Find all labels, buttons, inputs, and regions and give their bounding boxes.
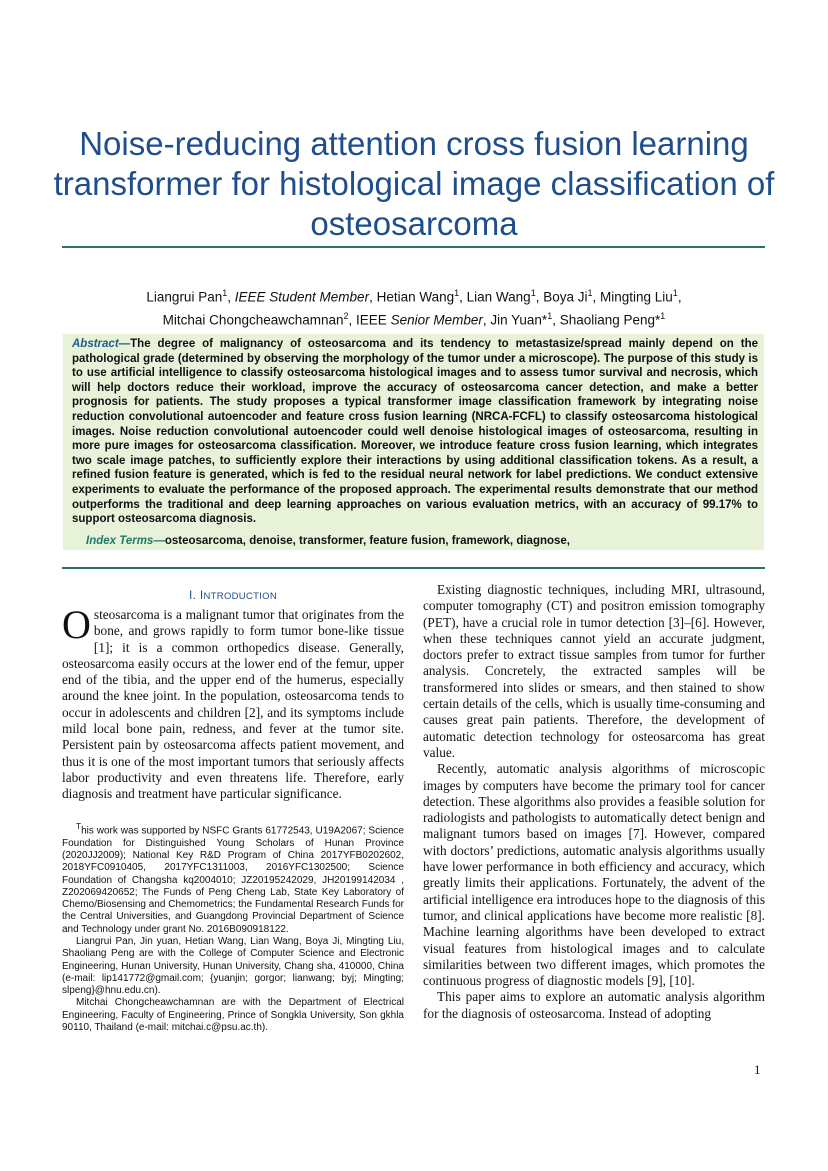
footnote-affiliation-2: Mitchai Chongcheawchamnan are with the Department of Electrical Engineering, Faculty of Engineering, Prince of Songkla University, Son gkhla 90110, Thailand (e-mail: mitchai.c@psu.ac.th). [62, 997, 404, 1034]
affiliation-marker: 1 [660, 310, 666, 321]
author-text: , Jin Yuan* [482, 312, 548, 327]
abstract-dash: — [118, 338, 131, 350]
author-text: , Lian Wang [459, 289, 531, 305]
index-terms-label: Index Terms [86, 535, 154, 547]
paragraph-automatic-analysis: Recently, automatic analysis algorithms of microscopic images by computers have become the primary tool for cancer detection. These algorithms also provides a feasible solution for radiologists and pathologists to automatically detect benign and malignant tumors based on images [7]. However, compared with doctors’ predictions, automatic analysis algorithms usually have lower performance in both efficiency and accuracy, which greatly limits their applications. Fortunately, the advent of the artificial intelligence era introduces hope to the diagnosis of this tumor, and clinical applications have become more realistic [8]. Machine learning algorithms have been developed to extract visual features from histological images and to calculate similarities between two different images, which promotes the continuous progress of diagnostic models [9], [10]. [423, 761, 765, 989]
intro-text: steosarcoma is a malignant tumor that originates from the bone, and grows rapidly to form tumor bone-like tissue [1]; it is a common orthopedics disease. Generally, osteosarcoma easily occurs at the lower end of the femur, upper end of the tibia, and the upper end of the humerus, especially around the knee joint. In the population, osteosarcoma tends to occur in adolescents and children [2], and its symptoms include mild local bone pain, redness, and fever at the tumor site. Persistent pain by osteosarcoma affects patient movement, and thus it is one of the most important tumors that seriously affects labor productivity and even threatens life. Therefore, early diagnosis and treatment have particular significance. [62, 607, 404, 802]
footnote-funding [62, 820, 404, 936]
footnote-affiliation-1: Liangrui Pan, Jin yuan, Hetian Wang, Lian Wang, Boya Ji, Mingting Liu, Shaoliang Peng are with the College of Computer Science and Electronic Engineering, Hunan University, Hunan University, Chang sha, 410000, China (e-mail: lip141772@gmail.com; {yuanjin; gorgor; lianwang; byj; Mingting; slpeng}@hnu.edu.cn). [62, 936, 404, 997]
footnote-funding-text: his work was supported by NSFC Grants 61772543, U19A2067; Science Foundation for Distinguished Young Scholars of Hunan Province (2020JJ2009); National Key R&D Program of China 2017YFB0202602, 2018YFC0910405, 2017YFC1311003, 2016YFC1302500; Science Foundation of Changsha kq2004010; JZ20195242029, JH20199142034 , Z202069420652; The Funds of Peng Cheng Lab, State Key Laboratory of Chemo/Biosensing and Chemometrics; the Fundamental Research Funds for the Central Universities, and Guangdong Provincial Department of Science and Technology under grant No. 2016B090918122. [62, 825, 404, 935]
author-text: Liangrui Pan [146, 289, 223, 305]
abstract-rule [62, 567, 765, 569]
drop-cap: O [62, 602, 91, 647]
abstract-text: The degree of malignancy of osteosarcoma and its tendency to metastasize/spread mainly depend on the pathological grade (determined by observing the morphology of the tumor under a microscope). The purpose of this study is to use artificial intelligence to classify osteosarcoma histological images and to assess tumor survival and necrosis, which will help doctors reduce their workload, improve the accuracy of osteosarcoma cancer detection, and make a better prognosis for patients. The study proposes a typical transformer image classification framework by integrating noise reduction convolutional autoencoder and feature cross fusion learning (NRCA-FCFL) to classify osteosarcoma histological images. Noise reduction convolutional autoencoder could well denoise histological images of osteosarcoma, resulting in more pure images for osteosarcoma classification. Moreover, we introduce feature cross fusion learning, which integrates two scale image patches, to sufficiently explore their interactions by using additional classification tokens. As a result, a refined fusion feature is generated, which is fed to the residual neural network for label predictions. We conduct extensive experiments to evaluate the performance of the proposed approach. The experimental results demonstrate that our method outperforms the traditional and deep learning approaches on various evaluation metrics, with an accuracy of 99.17% to support osteosarcoma diagnosis. [72, 338, 758, 526]
author-text: , IEEE [348, 312, 391, 327]
affiliation-marker: 1 [222, 288, 228, 298]
index-terms [86, 535, 758, 547]
paragraph-diagnostic-techniques: Existing diagnostic techniques, including MRI, ultrasound, computer tomography (CT) and positron emission tomography (PET), have a crucial role in tumor detection [3]–[6]. However, when these techniques cannot yield an accurate judgment, doctors prefer to extract tissue samples from tumor for further analysis. Concretely, the extracted samples will be transformered into slides or smears, and then stained to show certain details of the cells, which is usually time-consuming and causes great pain patients. Therefore, the development of automatic detection technology for osteosarcoma has great value. [423, 582, 765, 760]
author-text: , [677, 289, 682, 305]
footnote-marker: T [76, 821, 82, 831]
author-text: , Mingting Liu [592, 289, 673, 305]
right-column [423, 582, 765, 1022]
index-terms-text: osteosarcoma, denoise, transformer, feature fusion, framework, diagnose, [164, 535, 571, 547]
membership-grade: IEEE Student Member [234, 289, 370, 305]
intro-paragraph [62, 602, 404, 803]
index-terms-dash: — [153, 535, 165, 547]
abstract-label: Abstract [72, 338, 119, 350]
affiliation-marker: 1 [530, 288, 536, 298]
paper-title: Noise-reducing attention cross fusion learning transformer for histological image classification of osteosarcoma [53, 125, 775, 242]
section-number: I. [188, 588, 197, 602]
author-text: Mitchai Chongcheawchamnan [162, 312, 344, 327]
section-title-initial: I [199, 588, 204, 602]
affiliation-marker: 1 [454, 288, 460, 298]
author-text: , [227, 289, 235, 305]
paragraph-paper-aim: This paper aims to explore an automatic analysis algorithm for the diagnosis of osteosarcoma. Instead of adopting [423, 989, 765, 1021]
section-heading-introduction [62, 588, 404, 602]
author-text: , Hetian Wang [369, 289, 455, 305]
section-title [200, 588, 277, 602]
author-list [60, 284, 768, 329]
author-text: , Shaoliang Peng* [552, 312, 661, 327]
footnotes [62, 820, 404, 1034]
author-text: , Boya Ji [535, 289, 588, 305]
affiliation-marker: 1 [672, 288, 678, 298]
author-line-1 [60, 284, 768, 307]
affiliation-marker: 2 [343, 310, 349, 321]
affiliation-marker: 1 [547, 310, 553, 321]
section-title-rest: NTRODUCTION [203, 591, 278, 602]
title-rule [62, 246, 765, 248]
author-line-2 [60, 307, 768, 330]
page-number: 1 [754, 1062, 761, 1077]
affiliation-marker: 1 [587, 288, 593, 298]
abstract [72, 337, 758, 527]
membership-grade: Senior Member [390, 312, 483, 327]
